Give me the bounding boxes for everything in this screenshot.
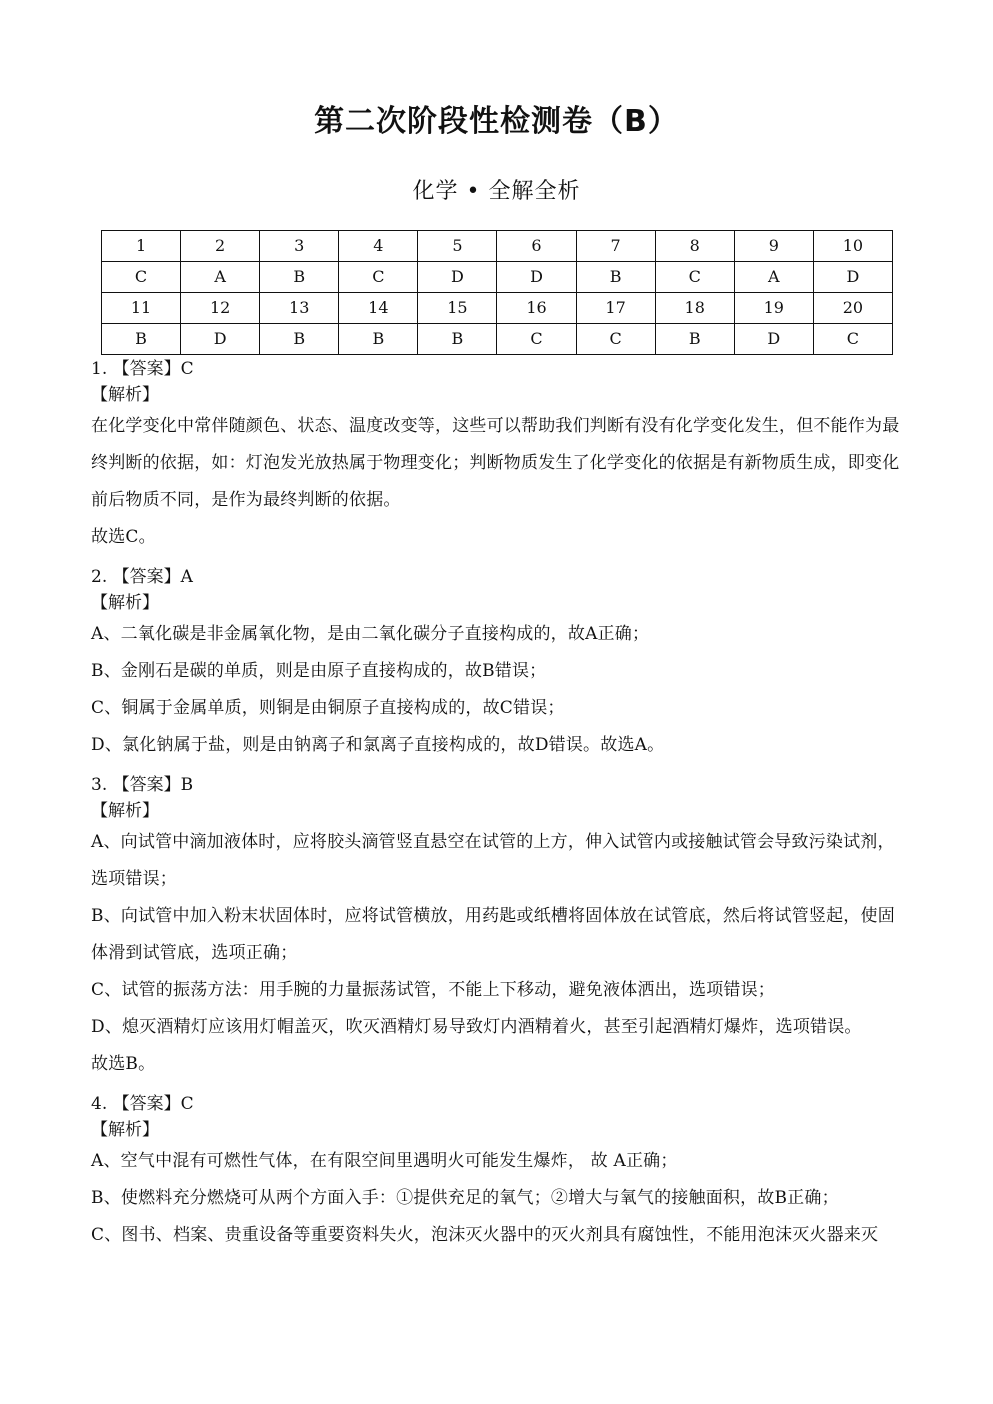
analysis-paragraph: 在化学变化中常伴随颜色、状态、温度改变等，这些可以帮助我们判断有没有化学变化发生，但不能作为最终判断的依据，如：灯泡发光放热属于物理变化；判断物质发生了化学变化的依据是有新物质生成，即变化前后物质不同，是作为最终判断的依据。 bbox=[91, 416, 900, 510]
answer-letter-cell: C bbox=[339, 262, 418, 293]
answer-letter-cell: D bbox=[181, 324, 260, 355]
analysis-paragraph: B、金刚石是碳的单质，则是由原子直接构成的，故B错误； bbox=[91, 661, 547, 681]
question-number-cell: 16 bbox=[497, 293, 576, 324]
question-number-cell: 11 bbox=[102, 293, 181, 324]
question-number-cell: 14 bbox=[339, 293, 418, 324]
analysis-paragraph: B、向试管中加入粉末状固体时，应将试管横放，用药匙或纸槽将固体放在试管底，然后将试管竖起，使固体滑到试管底，选项正确； bbox=[91, 906, 895, 963]
answer-letter-cell: C bbox=[497, 324, 576, 355]
answer-letter-cell: C bbox=[576, 324, 655, 355]
answer-letter-cell: B bbox=[339, 324, 418, 355]
answer-letter-cell: B bbox=[102, 324, 181, 355]
question-number-cell: 4 bbox=[339, 231, 418, 262]
analysis-paragraph: D、熄灭酒精灯应该用灯帽盖灭，吹灭酒精灯易导致灯内酒精着火，甚至引起酒精灯爆炸，选项错误。 bbox=[91, 1017, 862, 1037]
answer-letter-cell: D bbox=[418, 262, 497, 293]
page-subtitle: 化学 • 全解全析 bbox=[412, 179, 581, 204]
answer-letter-cell: A bbox=[734, 262, 813, 293]
answer-letter-cell: B bbox=[418, 324, 497, 355]
analysis-paragraph: A、二氧化碳是非金属氧化物，是由二氧化碳分子直接构成的，故A正确； bbox=[91, 624, 650, 644]
question-number-cell: 3 bbox=[260, 231, 339, 262]
analysis-paragraph: C、图书、档案、贵重设备等重要资料失火，泡沫灭火器中的灭火剂具有腐蚀性，不能用泡沫灭火器来灭 bbox=[91, 1225, 879, 1245]
analysis-label: 【解析】 bbox=[91, 593, 159, 613]
answer-line: 1. 【答案】C bbox=[91, 359, 194, 379]
question-number-cell: 12 bbox=[181, 293, 260, 324]
analysis-label: 【解析】 bbox=[91, 801, 159, 821]
answer-letter-cell: D bbox=[497, 262, 576, 293]
answer-letter-cell: C bbox=[102, 262, 181, 293]
question-number-cell: 19 bbox=[734, 293, 813, 324]
question-number-cell: 1 bbox=[102, 231, 181, 262]
answer-line: 3. 【答案】B bbox=[91, 775, 194, 795]
answer-letter-cell: B bbox=[260, 324, 339, 355]
question-number-cell: 13 bbox=[260, 293, 339, 324]
analysis-paragraph: 故选B。 bbox=[91, 1054, 156, 1074]
answer-letter-cell: D bbox=[734, 324, 813, 355]
analysis-paragraph: 故选C。 bbox=[91, 527, 156, 547]
analysis-label: 【解析】 bbox=[91, 385, 159, 405]
answer-letter-cell: D bbox=[813, 262, 892, 293]
question-number-cell: 18 bbox=[655, 293, 734, 324]
answer-letter-cell: B bbox=[576, 262, 655, 293]
question-number-row bbox=[102, 293, 893, 324]
answer-letter-cell: C bbox=[655, 262, 734, 293]
question-number-cell: 15 bbox=[418, 293, 497, 324]
answer-letter-cell: A bbox=[181, 262, 260, 293]
answer-letter-cell: C bbox=[813, 324, 892, 355]
analysis-paragraph: A、向试管中滴加液体时，应将胶头滴管竖直悬空在试管的上方，伸入试管内或接触试管会导致污染试剂，选项错误； bbox=[91, 832, 895, 889]
analysis-paragraph: C、试管的振荡方法：用手腕的力量振荡试管，不能上下移动，避免液体洒出，选项错误； bbox=[91, 980, 776, 1000]
question-number-cell: 5 bbox=[418, 231, 497, 262]
question-number-cell: 2 bbox=[181, 231, 260, 262]
question-number-cell: 20 bbox=[813, 293, 892, 324]
question-block bbox=[91, 772, 903, 1091]
analysis-paragraph: B、使燃料充分燃烧可从两个方面入手：①提供充足的氧气；②增大与氧气的接触面积，故B正确； bbox=[91, 1188, 839, 1208]
question-number-cell: 9 bbox=[734, 231, 813, 262]
analysis-paragraph: C、铜属于金属单质，则铜是由铜原子直接构成的，故C错误； bbox=[91, 698, 565, 718]
solutions-body bbox=[91, 356, 903, 1262]
question-number-cell: 17 bbox=[576, 293, 655, 324]
question-number-cell: 6 bbox=[497, 231, 576, 262]
page-title: 第二次阶段性检测卷（B） bbox=[314, 104, 679, 139]
answer-letter-row bbox=[102, 324, 893, 355]
question-block bbox=[91, 1091, 903, 1262]
answer-key-table bbox=[101, 230, 893, 355]
answer-letter-cell: B bbox=[260, 262, 339, 293]
question-number-row bbox=[102, 231, 893, 262]
question-number-cell: 7 bbox=[576, 231, 655, 262]
question-block bbox=[91, 564, 903, 772]
answer-letter-row bbox=[102, 262, 893, 293]
analysis-paragraph: D、氯化钠属于盐，则是由钠离子和氯离子直接构成的，故D错误。故选A。 bbox=[91, 735, 665, 755]
question-number-cell: 8 bbox=[655, 231, 734, 262]
answer-line: 2. 【答案】A bbox=[91, 567, 193, 587]
question-block bbox=[91, 356, 903, 564]
question-number-cell: 10 bbox=[813, 231, 892, 262]
answer-line: 4. 【答案】C bbox=[91, 1094, 194, 1114]
analysis-paragraph: A、空气中混有可燃性气体，在有限空间里遇明火可能发生爆炸， 故 A正确； bbox=[91, 1151, 678, 1171]
answer-letter-cell: B bbox=[655, 324, 734, 355]
analysis-label: 【解析】 bbox=[91, 1120, 159, 1140]
